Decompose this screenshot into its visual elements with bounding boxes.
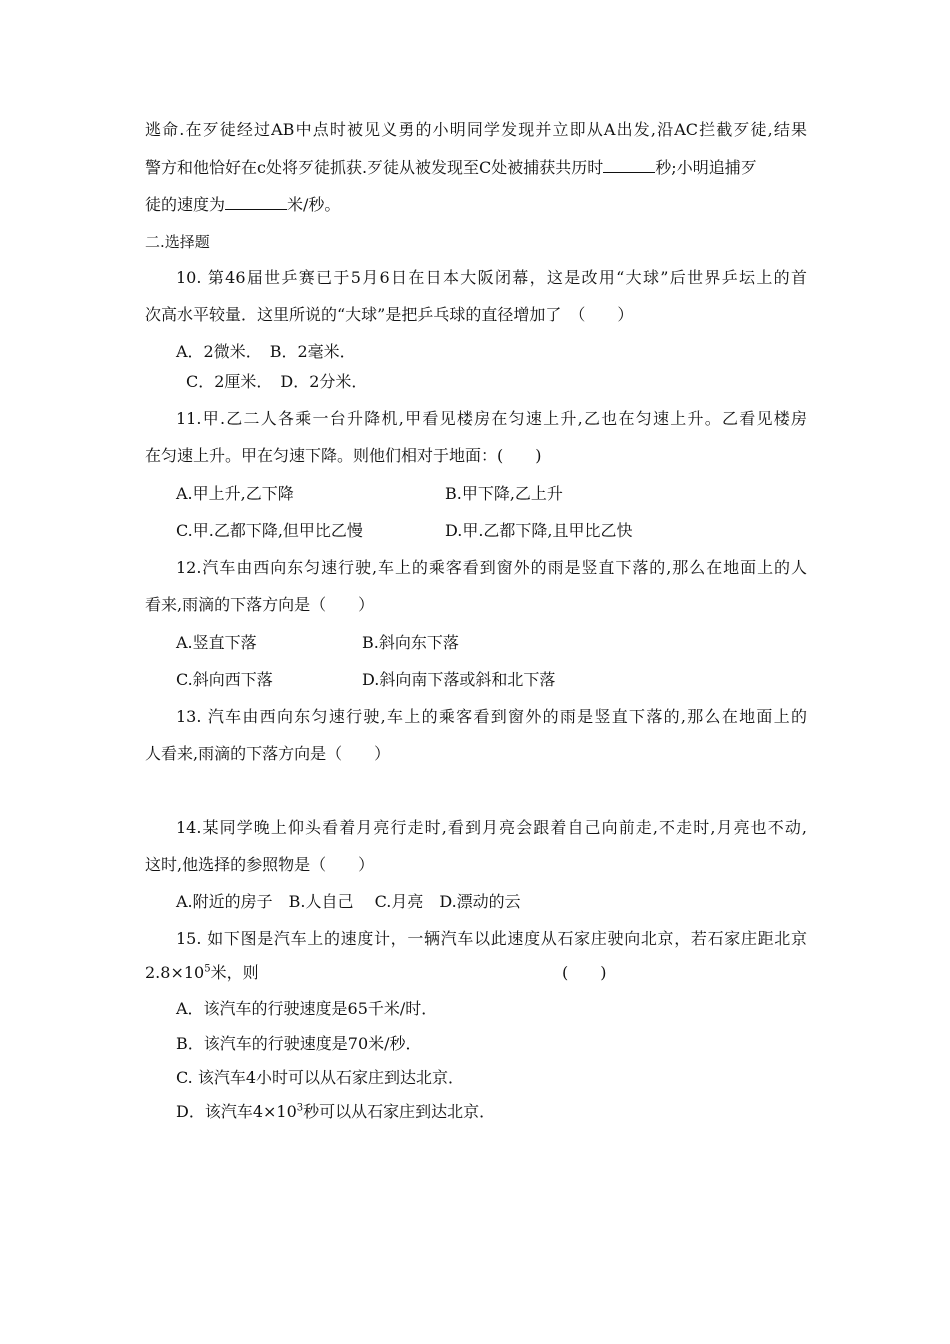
- q15-line-2-post: 米，则: [210, 963, 259, 982]
- q9-line-3: [145, 193, 340, 215]
- section-title: 二.选择题: [145, 233, 210, 251]
- q10-options-cd: C．2厘米． D．2分米．: [186, 372, 368, 391]
- q14-line-1: 14.某同学晚上仰头看着月亮行走时,看到月亮会跟着自己向前走,不走时,月亮也不动,: [176, 818, 807, 837]
- q12-option-d: D.斜向南下落或斜和北下落: [362, 670, 556, 689]
- q15-option-a: A．该汽车的行驶速度是65千米/时．: [176, 999, 438, 1018]
- q10-line-1: 10. 第46届世乒赛已于5月6日在日本大阪闭幕，这是改用“大球”后世界乒坛上的首: [176, 268, 807, 287]
- q11-option-d: D.甲.乙都下降,且甲比乙快: [445, 521, 633, 540]
- q9-line-1: 逃命.在歹徒经过AB中点时被见义勇的小明同学发现并立即从A出发,沿AC拦截歹徒,结果: [145, 120, 807, 139]
- answer-blank-speed[interactable]: [225, 193, 287, 210]
- q12-option-b: B.斜向东下落: [362, 633, 459, 652]
- q15-option-d-post: 秒可以从石家庄到达北京．: [303, 1102, 496, 1121]
- q15-answer-bracket: ( ): [562, 963, 607, 982]
- q11-option-a: A.甲上升,乙下降: [176, 484, 294, 503]
- q9-line-2-text: 警方和他恰好在c处将歹徒抓获.歹徒从被发现至C处被捕获共历时: [145, 158, 604, 177]
- answer-blank-time[interactable]: [603, 156, 655, 173]
- q13-line-2: 人看来,雨滴的下落方向是（ ）: [145, 744, 391, 763]
- q15-line-2: [145, 962, 259, 984]
- q9-line-2: [145, 156, 757, 178]
- q15-line-1: 15. 如下图是汽车上的速度计，一辆汽车以此速度从石家庄驶向北京，若石家庄距北京: [176, 929, 807, 948]
- q11-line-2: 在匀速上升。甲在匀速下降。则他们相对于地面：( ): [145, 446, 542, 465]
- q14-options: A.附近的房子 B.人自己 C.月亮 D.漂动的云: [176, 892, 521, 911]
- q9-line-3-after: 米/秒。: [287, 195, 341, 214]
- q15-option-d-exponent: 3: [296, 1102, 304, 1114]
- q12-option-c: C.斜向西下落: [176, 670, 273, 689]
- q15-option-c: C. 该汽车4小时可以从石家庄到达北京．: [176, 1068, 465, 1087]
- q15-line-2-pre: 2.8×10: [145, 963, 205, 982]
- q11-option-c: C.甲.乙都下降,但甲比乙慢: [176, 521, 363, 540]
- q10-options-ab: A．2微米． B．2毫米．: [176, 342, 356, 361]
- q14-line-2: 这时,他选择的参照物是（ ）: [145, 855, 375, 874]
- q15-exponent: 5: [204, 963, 211, 975]
- q10-line-2: 次高水平较量．这里所说的“大球”是把乒乓球的直径增加了 （ ）: [145, 305, 634, 324]
- q12-option-a: A.竖直下落: [176, 633, 257, 652]
- q12-line-1: 12.汽车由西向东匀速行驶,车上的乘客看到窗外的雨是竖直下落的,那么在地面上的人: [176, 558, 807, 577]
- q15-option-d: [176, 1101, 495, 1123]
- q9-line-2-after: 秒;小明追捕歹: [655, 158, 757, 177]
- q11-option-b: B.甲下降,乙上升: [445, 484, 563, 503]
- q15-option-b: B．该汽车的行驶速度是70米/秒．: [176, 1034, 422, 1053]
- q9-line-3-text: 徒的速度为: [145, 195, 226, 214]
- q13-line-1: 13. 汽车由西向东匀速行驶,车上的乘客看到窗外的雨是竖直下落的,那么在地面上的: [176, 707, 807, 726]
- q15-option-d-pre: D．该汽车4×10: [176, 1102, 297, 1121]
- q12-line-2: 看来,雨滴的下落方向是（ ）: [145, 595, 375, 614]
- q11-line-1: 11.甲.乙二人各乘一台升降机,甲看见楼房在匀速上升,乙也在匀速上升。乙看见楼房: [176, 409, 807, 428]
